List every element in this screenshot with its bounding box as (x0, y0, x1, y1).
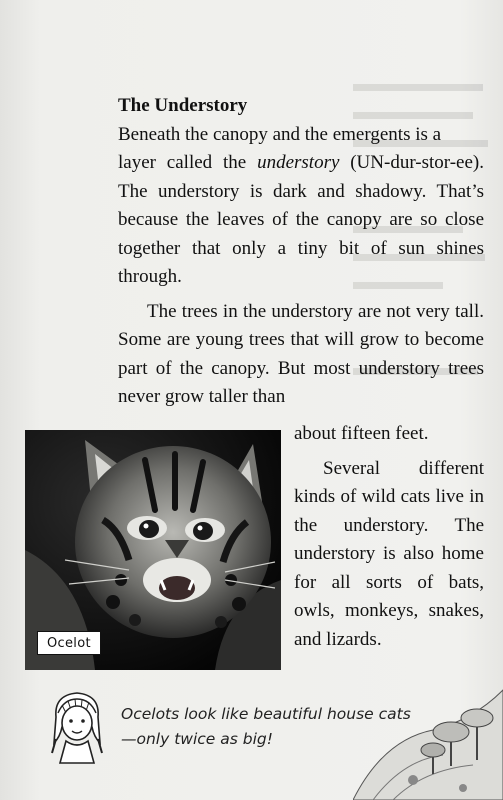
paragraph-2-end: about fifteen feet. (294, 423, 429, 444)
main-text (118, 92, 484, 412)
understory-term: understory (257, 152, 340, 173)
section-heading: The Understory (118, 95, 248, 116)
photo-caption: Ocelot (37, 631, 101, 655)
sidebar-note: Ocelots look like beautiful house cats—only twice as big! (121, 705, 411, 748)
wrapped-text (294, 420, 484, 654)
girl-portrait-icon (44, 687, 110, 765)
jungle-corner-illustration (353, 670, 503, 800)
paragraph-3: Several different kinds of wild cats live in the understory. The understory is also home for all sorts of bats, owls, monkeys, snakes, and lizards. (294, 457, 484, 650)
paragraph-1-text-b: (UN-dur-stor-ee). The understory is dark and shadowy. That’s because the leaves of the canopy are so close together that only a tiny bit of sun shines through. (118, 152, 484, 287)
paragraph-1-line-1: Beneath the canopy and the emergents is a (118, 123, 442, 145)
paragraph-2: The trees in the understory are not very tall. Some are young trees that will grow to become part of the canopy. But most understory trees never grow taller than (118, 300, 484, 407)
paragraph-1 (118, 121, 484, 292)
paragraph-1-text-a: layer called the (118, 152, 258, 173)
